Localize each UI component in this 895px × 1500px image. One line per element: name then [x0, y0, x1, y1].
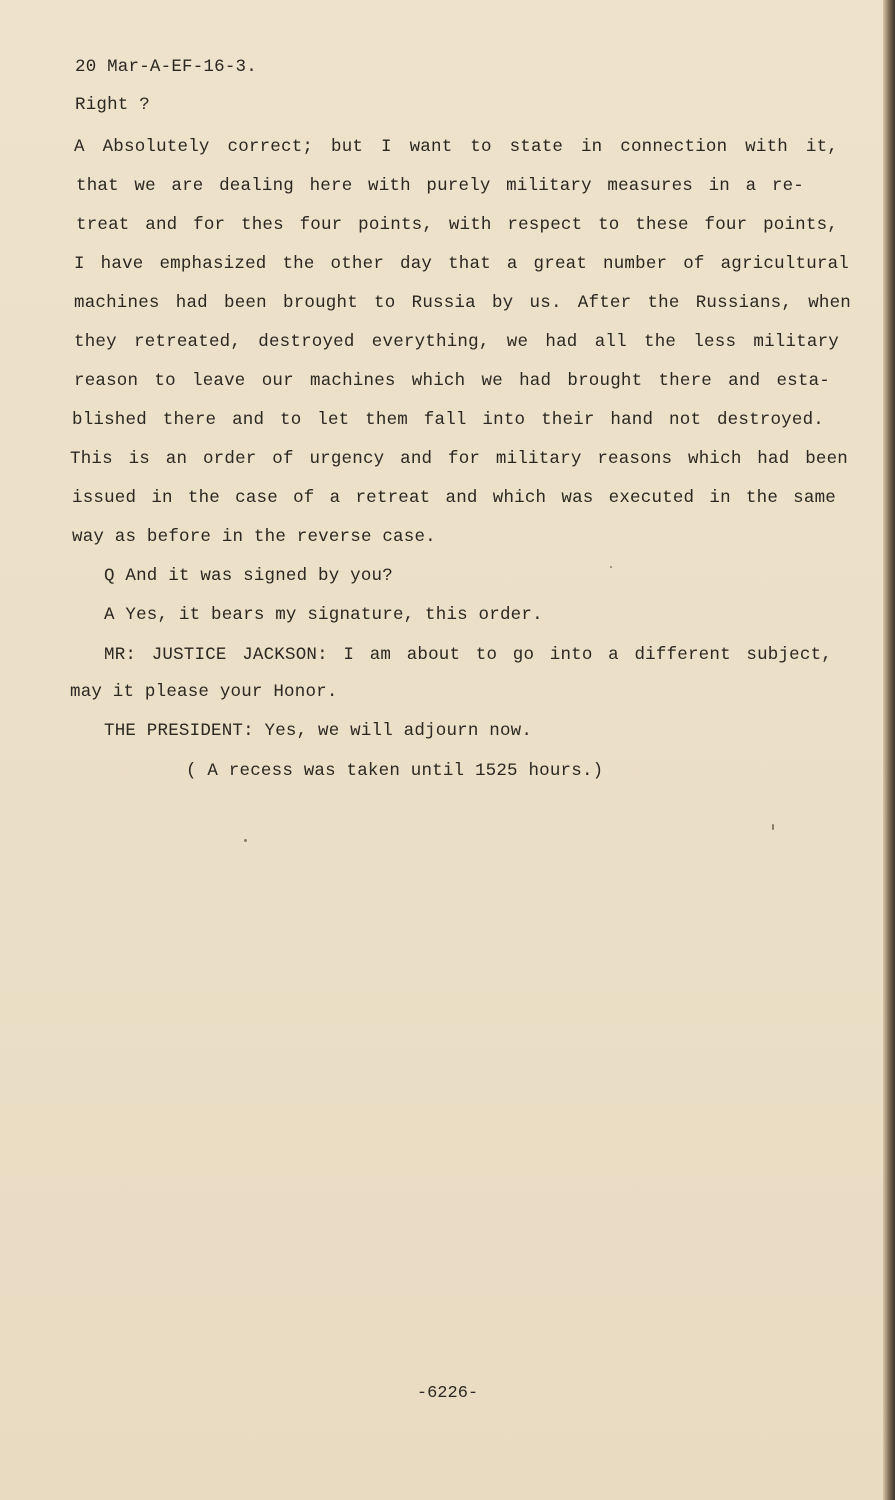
paper-speck [610, 566, 612, 568]
transcript-line: treat and for thes four points, with respect to these four points, [76, 215, 838, 235]
paper-speck [772, 824, 774, 830]
transcript-line: A Absolutely correct; but I want to state in connection with it, [74, 137, 838, 157]
transcript-line: This is an order of urgency and for military reasons which had been [70, 449, 848, 469]
transcript-line: Right ? [75, 95, 150, 115]
transcript-line: THE PRESIDENT: Yes, we will adjourn now. [104, 721, 533, 741]
transcript-line: they retreated, destroyed everything, we had all the less military [74, 332, 839, 352]
transcript-line: reason to leave our machines which we had brought there and esta- [74, 371, 830, 391]
transcript-line: ( A recess was taken until 1525 hours.) [186, 761, 604, 781]
transcript-line: machines had been brought to Russia by us. After the Russians, when [74, 293, 851, 313]
page-number: -6226- [416, 1384, 479, 1403]
transcript-line: Q And it was signed by you? [104, 566, 393, 586]
transcript-line: blished there and to let them fall into their hand not destroyed. [72, 410, 824, 430]
transcript-line: I have emphasized the other day that a great number of agricultural [74, 254, 849, 274]
transcript-line: that we are dealing here with purely military measures in a re- [76, 176, 804, 196]
transcript-line: MR: JUSTICE JACKSON: I am about to go into a different subject, [104, 645, 832, 665]
transcript-line: A Yes, it bears my signature, this order. [104, 605, 543, 625]
transcript-line: way as before in the reverse case. [72, 527, 436, 547]
page-edge-shadow [883, 0, 895, 1500]
transcript-line: may it please your Honor. [70, 682, 338, 702]
document-reference: 20 Mar-A-EF-16-3. [75, 57, 257, 77]
transcript-line: issued in the case of a retreat and which was executed in the same [72, 488, 836, 508]
paper-speck [244, 839, 247, 842]
